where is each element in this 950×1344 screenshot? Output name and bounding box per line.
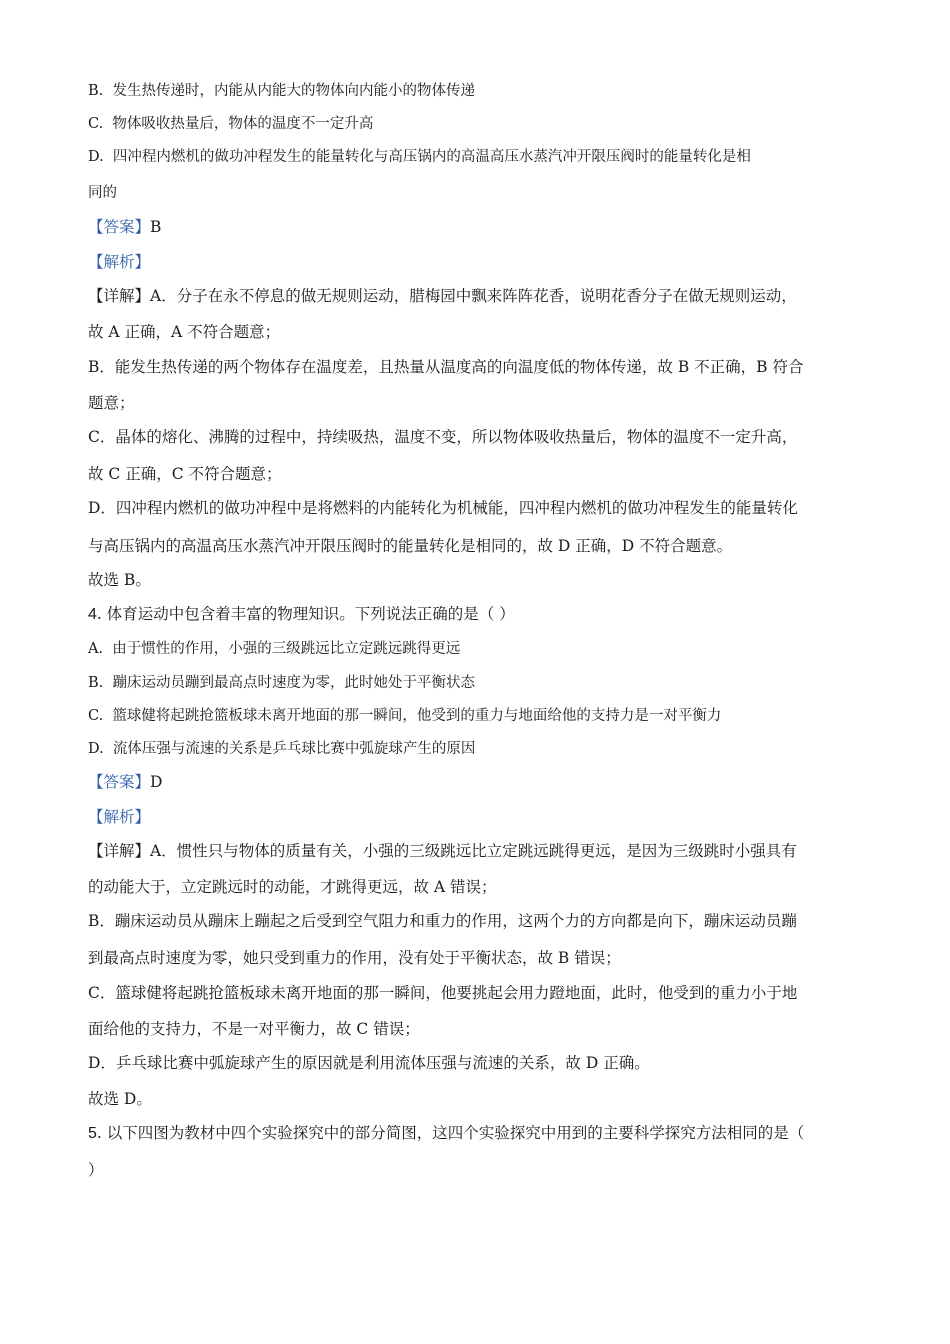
q3-explanation-line: 题意； (88, 394, 135, 412)
q4-option-d: D. 流体压强与流速的关系是乒乓球比赛中弧旋球产生的原因 (88, 741, 476, 757)
answer-tag: 【答案】 (88, 773, 151, 791)
q5-stem (88, 1123, 804, 1144)
q4-option-b: B. 蹦床运动员蹦到最高点时速度为零，此时她处于平衡状态 (88, 675, 475, 691)
q4-option-a: A. 由于惯性的作用，小强的三级跳远比立定跳远跳得更远 (88, 641, 461, 657)
question-text: . 以下四图为教材中四个实验探究中的部分简图，这四个实验探究中用到的主要科学探究方法相同的是（ (96, 1124, 805, 1142)
q4-conclusion: 故选 D。 (88, 1090, 152, 1108)
q3-option-c: C. 物体吸收热量后，物体的温度不一定升高 (88, 116, 374, 132)
q3-conclusion: 故选 B。 (88, 571, 151, 589)
q4-explanation-line: 的动能大于，立定跳远时的动能，才跳得更远，故 A 错误； (88, 878, 497, 896)
q3-option-d: D. 四冲程内燃机的做功冲程发生的能量转化与高压锅内的高温高压水蒸汽冲开限压阀时的能量转化是相 (88, 149, 751, 165)
detail-tag: 【详解】 (88, 842, 151, 860)
detail-tag: 【详解】 (88, 287, 151, 305)
q4-explanation-line: 到最高点时速度为零，她只受到重力的作用，没有处于平衡状态，故 B 错误； (88, 949, 621, 967)
question-text: . 体育运动中包含着丰富的物理知识。下列说法正确的是（ ） (96, 605, 515, 623)
q3-analysis-tag: 【解析】 (88, 253, 151, 271)
q4-explanation-line: C．篮球健将起跳抢篮板球未离开地面的那一瞬间，他要挑起会用力蹬地面，此时，他受到的重力小于地 (88, 984, 798, 1002)
explanation-text: A．分子在永不停息的做无规则运动，腊梅园中飘来阵阵花香，说明花香分子在做无规则运动， (150, 287, 797, 305)
q3-explanation-line: C．晶体的熔化、沸腾的过程中，持续吸热，温度不变，所以物体吸收热量后，物体的温度不一定升高， (88, 428, 798, 446)
explanation-text: A．惯性只与物体的质量有关，小强的三级跳远比立定跳远跳得更远，是因为三级跳时小强具有 (150, 842, 797, 860)
question-number: 5 (88, 1125, 97, 1142)
q3-explanation-line: 故 A 正确，A 不符合题意； (88, 323, 281, 341)
q5-stem-cont: ） (88, 1161, 104, 1179)
q4-explanation-line: B．蹦床运动员从蹦床上蹦起之后受到空气阻力和重力的作用，这两个力的方向都是向下，蹦床运动员蹦 (88, 912, 797, 930)
q4-analysis-tag: 【解析】 (88, 808, 151, 826)
q4-explanation-line: 面给他的支持力，不是一对平衡力，故 C 错误； (88, 1020, 420, 1038)
q3-option-b: B. 发生热传递时，内能从内能大的物体向内能小的物体传递 (88, 83, 475, 99)
question-number: 4 (88, 606, 97, 623)
q3-explanation-line: 与高压锅内的高温高压水蒸汽冲开限压阀时的能量转化是相同的，故 D 正确，D 不符合题意。 (88, 537, 733, 555)
answer-tag: 【答案】 (88, 218, 151, 236)
q4-answer (88, 772, 162, 792)
q3-explanation-line: B．能发生热传递的两个物体存在温度差，且热量从温度高的向温度低的物体传递，故 B 不正确，B 符合 (88, 358, 804, 376)
q4-stem (88, 604, 515, 625)
q4-explanation-line: D．乒乓球比赛中弧旋球产生的原因就是利用流体压强与流速的关系，故 D 正确。 (88, 1054, 650, 1072)
q4-option-c: C. 篮球健将起跳抢篮板球未离开地面的那一瞬间，他受到的重力与地面给他的支持力是一对平衡力 (88, 708, 722, 724)
q4-explanation-line (88, 841, 797, 861)
q3-answer (88, 217, 161, 237)
q3-explanation-line (88, 286, 797, 306)
answer-value: D (150, 773, 163, 791)
q3-explanation-line: 故 C 正确，C 不符合题意； (88, 465, 282, 483)
answer-value: B (150, 218, 162, 236)
q3-option-d-cont: 同的 (88, 185, 117, 201)
q3-explanation-line: D．四冲程内燃机的做功冲程中是将燃料的内能转化为机械能，四冲程内燃机的做功冲程发生的能量转化 (88, 499, 798, 517)
